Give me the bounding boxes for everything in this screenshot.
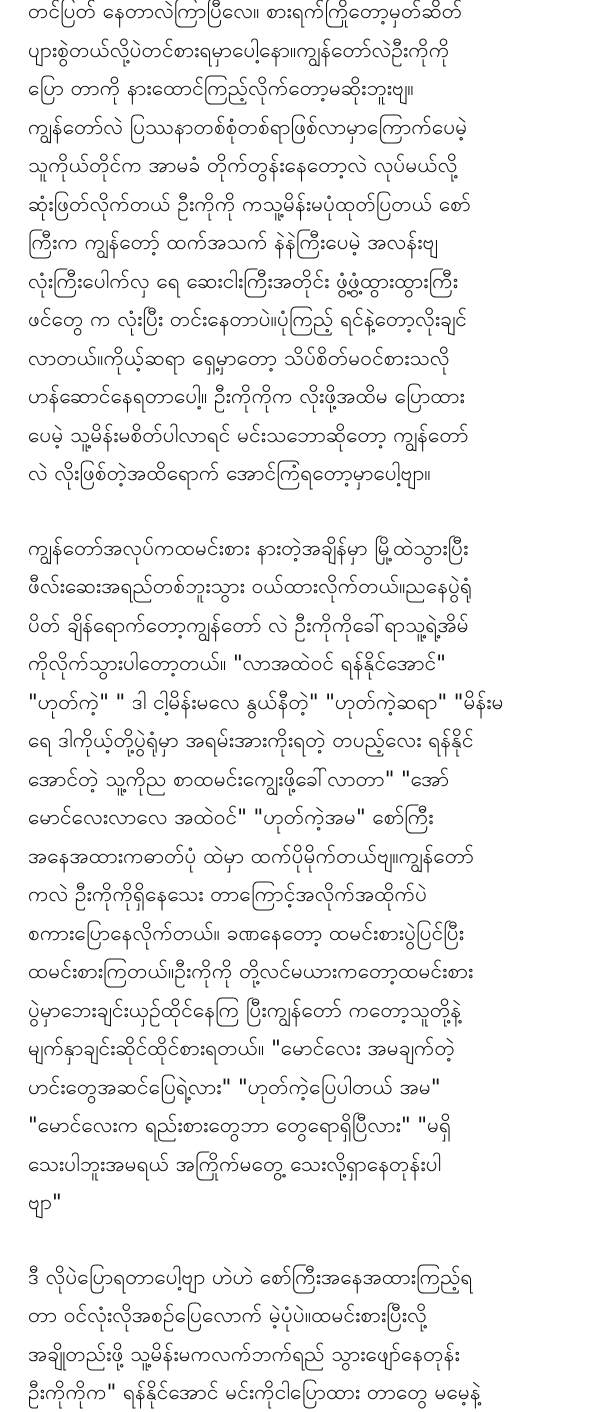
- text-line: ဒီ လိုပဲပြောရတာပေါ့ဗျာ ဟဲဟဲ စော်ကြီးအနေအထားကြည့်ရ: [28, 1264, 473, 1289]
- paragraph-spacer: [28, 493, 593, 529]
- text-line: ပြော တာကို နားထောင်ကြည့်လိုက်တော့မဆိုးဘူးဗျ။: [28, 76, 414, 100]
- text-line: ကျွန်တော်လဲ ပြဿနာတစ်စုံတစ်ရာဖြစ်လာမှာကြောက်ပေမဲ့: [28, 114, 468, 139]
- text-line: ဗျာ": [28, 1190, 62, 1214]
- text-line: ကျွန်တော်အလုပ်ကထမင်းစား နားတဲ့အချိန်မှာ မြို့ထဲသွားပြီး: [28, 535, 469, 560]
- text-line: ပျားစွဲတယ်လို့ပဲတင်စားရမှာပေါ့နော။ကျွန်တော်လဲဦးကိုကို: [28, 37, 450, 62]
- text-line: ပွဲမှာဘေးချင်းယှဉ်ထိုင်နေကြ ပြီးကျွန်တော် ကတော့သူတို့နဲ့: [28, 997, 462, 1022]
- paragraph-3: [28, 1258, 593, 1412]
- text-line: ရေ ဒါကိုယ့်တို့ပွဲရုံမှာ အရမ်းအားကိုးရတဲ့ တပည့်လေး ရန်နိုင်: [28, 728, 474, 752]
- text-line: တင်ပြတ် နေတာလဲကြာပြီလေ။ စားရက်ကြိုတော့မှတ်ဆိတ်: [28, 0, 463, 23]
- text-line: "မောင်လေးက ရည်းစားတွေဘာ တွေရောရှိပြီလား" "မရှိ: [28, 1113, 452, 1137]
- text-line: ဆုံးဖြတ်လိုက်တယ် ဦးကိုကို ကသူ့မိန်းမပုံထုတ်ပြတယ် စော်: [28, 191, 471, 216]
- text-line: လုံးကြီးပေါက်လှ ရေ ဆေးငါးကြီးအတိုင်း ဖွံ့ဖွံ့ထွားထွားကြီး: [28, 268, 459, 293]
- text-line: ကလဲ ဦးကိုကိုရှိနေသေး တာကြောင့်အလိုက်အထိုက်ပဲ: [28, 882, 428, 906]
- text-line: သေးပါဘူးအမရယ် အကြိုက်မတွေ့ သေးလို့ရှာနေတုန်းပါ: [28, 1151, 442, 1176]
- text-line: အောင်တဲ့ သူ့ကိုည စာထမင်းကျွေးဖို့ခေါ်လာတာ" "အော်: [28, 766, 450, 791]
- text-line: တာ ဝင်လုံးလိုအစဉ်ပြေလောက် မဲ့ပုံပဲ။ထမင်းစားပြီးလို့: [28, 1303, 427, 1327]
- text-line: ဖင်တွေ က လုံးပြီး တင်းနေတာပဲ။ပုံကြည့် ရင်နဲ့တော့လိုးချင်: [28, 307, 467, 331]
- text-line: ဦးကိုကိုက" ရန်နိုင်အောင် မင်းကိုငါပြောထား တာတွေ မမေ့နဲ့: [28, 1380, 481, 1404]
- text-line: ဟင်းတွေအဆင်ပြေရဲ့လား" "ဟုတ်ကဲ့ပြေပါတယ် အမ": [28, 1074, 441, 1099]
- text-line: မောင်လေးလာလေ အထဲဝင်" "ဟုတ်ကဲ့အမ" စော်ကြီး: [28, 805, 434, 829]
- text-line: ဖီလ်းဆေးအရည်တစ်ဘူးသွား ဝယ်ထားလိုက်တယ်။ညနေပွဲရုံ: [28, 574, 473, 598]
- text-line: မျက်နှာချင်းဆိုင်ထိုင်စားရတယ်။ "မောင်လေး အမချက်တဲ့: [28, 1036, 455, 1060]
- text-line: ဟန်ဆောင်နေရတာပေါ့။ ဦးကိုကိုက လိုးဖို့အထိမ ပြောထား: [28, 384, 465, 408]
- text-line: အနေအထားကဓာတ်ပုံ ထဲမှာ ထက်ပိုမိုက်တယ်ဗျ။ကျွန်တော်: [28, 843, 474, 868]
- text-line: အချိုတည်းဖို့ သူ့မိန်းမကလက်ဘက်ရည် သွားဖျော်နေတုန်း: [28, 1341, 460, 1366]
- text-line: ကြီးက ကျွန်တော့် ထက်အသက် နဲနဲကြီးပေမဲ့ အလန်းဗျ: [28, 230, 438, 254]
- paragraph-1: [28, 0, 593, 493]
- text-line: ကိုလိုက်သွားပါတော့တယ်။ "လာအထဲဝင် ရန်နိုင်အောင်": [28, 651, 446, 675]
- text-line: ထမင်းစားကြတယ်။ဦးကိုကို တို့လင်မယားကတော့ထမင်းစား: [28, 959, 474, 983]
- text-line: သူကိုယ်တိုင်က အာမခံ တိုက်တွန်းနေတော့လဲ လုပ်မယ်လို့: [28, 153, 458, 177]
- text-line: ပိတ် ချိန်ရောက်တော့ကျွန်တော် လဲ ဦးကိုကိုခေါ်ရာသူ့ရဲ့အိမ်: [28, 612, 469, 637]
- paragraph-2: [28, 529, 593, 1222]
- text-line: စကားပြောနေလိုက်တယ်။ ခဏနေတော့ ထမင်းစားပွဲပြင်ပြီး: [28, 920, 465, 945]
- text-line: ပေမဲ့ သူ့မိန်းမစိတ်ပါလာရင် မင်းသဘောဆိုတော့ ကျွန်တော်: [28, 422, 469, 447]
- paragraph-spacer: [28, 1222, 593, 1258]
- text-line: လဲ လိုးဖြစ်တဲ့အထိရောက် အောင်ကြံရတော့မှာပေါ့ဗျာ။: [28, 461, 431, 485]
- text-line: လာတယ်။ကိုယ့်ဆရာ ရှေ့မှာတော့ သိပ်စိတ်မဝင်စားသလို: [28, 345, 450, 370]
- text-line: "ဟုတ်ကဲ့" " ဒါ ငါ့မိန်းမလေ နွယ်နီတဲ့" "ဟုတ်ကဲ့ဆရာ" "မိန်းမ: [28, 689, 504, 714]
